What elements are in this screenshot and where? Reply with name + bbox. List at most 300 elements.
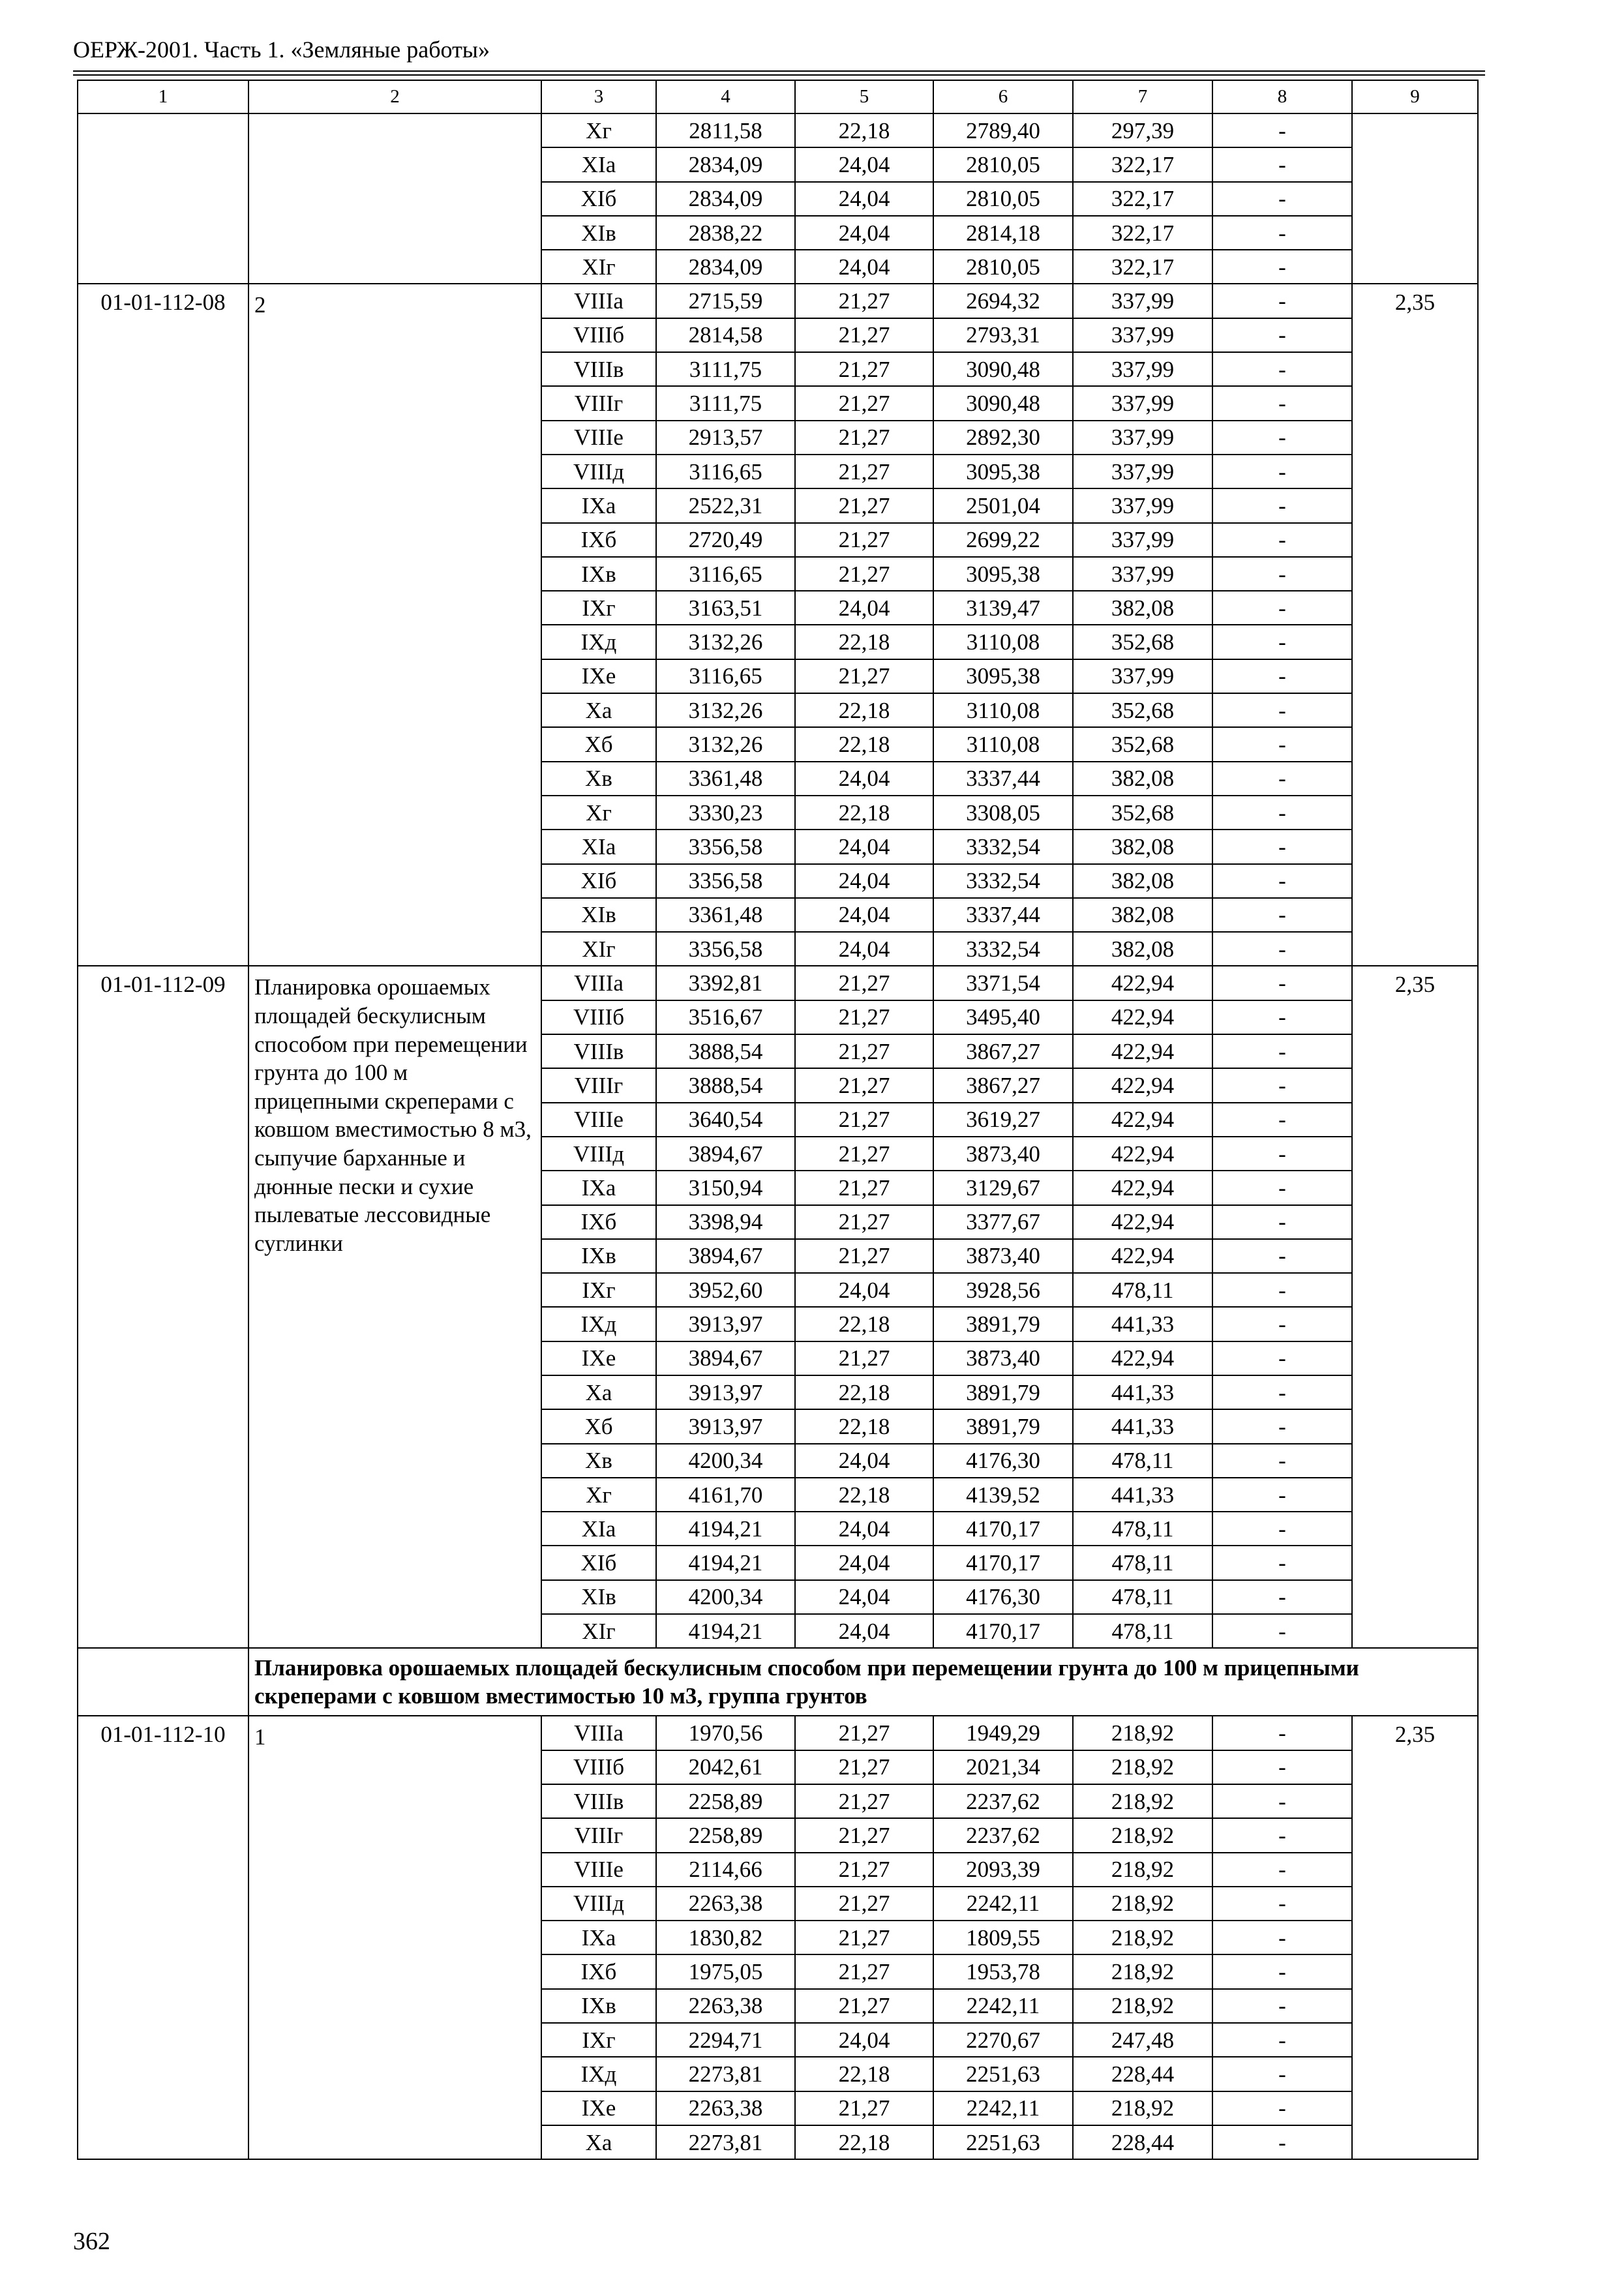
soil-group-cell: XIг <box>541 250 656 284</box>
machinist-wages-cell: 422,94 <box>1073 1239 1212 1273</box>
soil-group-cell: VIIIд <box>541 455 656 488</box>
labor-wages-cell: 21,27 <box>795 1103 933 1137</box>
machine-cost-cell: 3110,08 <box>933 693 1073 727</box>
soil-group-cell: VIIIе <box>541 1103 656 1137</box>
materials-cost-cell: - <box>1212 727 1352 761</box>
total-cost-cell: 1830,82 <box>656 1921 795 1954</box>
soil-group-cell: VIIIг <box>541 386 656 420</box>
labor-wages-cell: 24,04 <box>795 932 933 966</box>
machine-cost-cell: 4170,17 <box>933 1614 1073 1648</box>
total-cost-cell: 3111,75 <box>656 352 795 386</box>
code-cell: 01-01-112-09 <box>78 966 248 1648</box>
total-cost-cell: 4161,70 <box>656 1478 795 1512</box>
total-cost-cell: 2834,09 <box>656 182 795 216</box>
total-cost-cell: 3516,67 <box>656 1000 795 1034</box>
machinist-wages-cell: 228,44 <box>1073 2125 1212 2159</box>
materials-cost-cell: - <box>1212 182 1352 216</box>
description-cell: 2 <box>248 284 541 966</box>
materials-cost-cell: - <box>1212 1239 1352 1273</box>
materials-cost-cell: - <box>1212 1750 1352 1784</box>
machinist-wages-cell: 382,08 <box>1073 762 1212 796</box>
machinist-wages-cell: 478,11 <box>1073 1580 1212 1614</box>
coefficient-cell: 2,35 <box>1352 966 1478 1648</box>
machinist-wages-cell: 441,33 <box>1073 1375 1212 1409</box>
machine-cost-cell: 3495,40 <box>933 1000 1073 1034</box>
labor-wages-cell: 24,04 <box>795 2023 933 2057</box>
soil-group-cell: VIIIе <box>541 421 656 455</box>
machinist-wages-cell: 352,68 <box>1073 693 1212 727</box>
materials-cost-cell: - <box>1212 1444 1352 1478</box>
soil-group-cell: VIIIа <box>541 1716 656 1750</box>
soil-group-cell: Xг <box>541 1478 656 1512</box>
materials-cost-cell: - <box>1212 1546 1352 1579</box>
code-cell: 01-01-112-08 <box>78 284 248 966</box>
materials-cost-cell: - <box>1212 1784 1352 1818</box>
materials-cost-cell: - <box>1212 1716 1352 1750</box>
machine-cost-cell: 3891,79 <box>933 1375 1073 1409</box>
machine-cost-cell: 3332,54 <box>933 864 1073 898</box>
total-cost-cell: 2834,09 <box>656 147 795 181</box>
machine-cost-cell: 4170,17 <box>933 1512 1073 1546</box>
materials-cost-cell: - <box>1212 796 1352 830</box>
soil-group-cell: IXб <box>541 1205 656 1239</box>
machine-cost-cell: 3891,79 <box>933 1307 1073 1341</box>
labor-wages-cell: 22,18 <box>795 1478 933 1512</box>
machinist-wages-cell: 322,17 <box>1073 147 1212 181</box>
machine-cost-cell: 3891,79 <box>933 1409 1073 1443</box>
labor-wages-cell: 24,04 <box>795 1546 933 1579</box>
total-cost-cell: 2913,57 <box>656 421 795 455</box>
soil-group-cell: XIв <box>541 1580 656 1614</box>
machine-cost-cell: 3090,48 <box>933 386 1073 420</box>
total-cost-cell: 3132,26 <box>656 693 795 727</box>
labor-wages-cell: 24,04 <box>795 216 933 250</box>
materials-cost-cell: - <box>1212 1409 1352 1443</box>
machinist-wages-cell: 382,08 <box>1073 898 1212 932</box>
labor-wages-cell: 21,27 <box>795 1921 933 1954</box>
total-cost-cell: 3640,54 <box>656 1103 795 1137</box>
soil-group-cell: IXб <box>541 1954 656 1988</box>
machine-cost-cell: 2810,05 <box>933 250 1073 284</box>
machine-cost-cell: 3867,27 <box>933 1034 1073 1068</box>
machinist-wages-cell: 322,17 <box>1073 250 1212 284</box>
total-cost-cell: 2258,89 <box>656 1818 795 1852</box>
machinist-wages-cell: 337,99 <box>1073 284 1212 318</box>
machinist-wages-cell: 422,94 <box>1073 1000 1212 1034</box>
total-cost-cell: 2263,38 <box>656 1887 795 1921</box>
total-cost-cell: 3913,97 <box>656 1409 795 1443</box>
soil-group-cell: IXв <box>541 557 656 591</box>
total-cost-cell: 3132,26 <box>656 727 795 761</box>
labor-wages-cell: 21,27 <box>795 1000 933 1034</box>
labor-wages-cell: 21,27 <box>795 1818 933 1852</box>
materials-cost-cell: - <box>1212 2091 1352 2125</box>
labor-wages-cell: 24,04 <box>795 182 933 216</box>
labor-wages-cell: 24,04 <box>795 1614 933 1648</box>
labor-wages-cell: 22,18 <box>795 727 933 761</box>
machinist-wages-cell: 478,11 <box>1073 1546 1212 1579</box>
materials-cost-cell: - <box>1212 1853 1352 1887</box>
section-title: Планировка орошаемых площадей бескулисным способом при перемещении грунта до 100 м прицепными скреперами с ковшом вместимостью 10 м3, группа грунтов <box>248 1648 1478 1716</box>
labor-wages-cell: 24,04 <box>795 250 933 284</box>
labor-wages-cell: 21,27 <box>795 284 933 318</box>
labor-wages-cell: 21,27 <box>795 318 933 352</box>
machine-cost-cell: 1809,55 <box>933 1921 1073 1954</box>
total-cost-cell: 3361,48 <box>656 898 795 932</box>
soil-group-cell: Xв <box>541 762 656 796</box>
machine-cost-cell: 3619,27 <box>933 1103 1073 1137</box>
machinist-wages-cell: 422,94 <box>1073 1137 1212 1171</box>
soil-group-cell: VIIIв <box>541 1784 656 1818</box>
machinist-wages-cell: 422,94 <box>1073 1034 1212 1068</box>
soil-group-cell: VIIIа <box>541 966 656 1000</box>
materials-cost-cell: - <box>1212 455 1352 488</box>
column-number-cell: 5 <box>795 80 933 113</box>
total-cost-cell: 3132,26 <box>656 625 795 659</box>
labor-wages-cell: 21,27 <box>795 1716 933 1750</box>
soil-group-cell: IXв <box>541 1239 656 1273</box>
materials-cost-cell: - <box>1212 250 1352 284</box>
machine-cost-cell: 2237,62 <box>933 1784 1073 1818</box>
machine-cost-cell: 1949,29 <box>933 1716 1073 1750</box>
machinist-wages-cell: 337,99 <box>1073 386 1212 420</box>
soil-group-cell: XIг <box>541 932 656 966</box>
total-cost-cell: 2715,59 <box>656 284 795 318</box>
section-code-cell <box>78 1648 248 1716</box>
total-cost-cell: 3888,54 <box>656 1068 795 1102</box>
soil-group-cell: XIв <box>541 898 656 932</box>
total-cost-cell: 3888,54 <box>656 1034 795 1068</box>
materials-cost-cell: - <box>1212 1887 1352 1921</box>
materials-cost-cell: - <box>1212 1000 1352 1034</box>
machine-cost-cell: 2694,32 <box>933 284 1073 318</box>
soil-group-cell: XIа <box>541 1512 656 1546</box>
total-cost-cell: 2838,22 <box>656 216 795 250</box>
labor-wages-cell: 22,18 <box>795 796 933 830</box>
labor-wages-cell: 24,04 <box>795 864 933 898</box>
soil-group-cell: IXд <box>541 2057 656 2091</box>
materials-cost-cell: - <box>1212 864 1352 898</box>
labor-wages-cell: 22,18 <box>795 1409 933 1443</box>
labor-wages-cell: 22,18 <box>795 2057 933 2091</box>
labor-wages-cell: 21,27 <box>795 1989 933 2023</box>
machinist-wages-cell: 478,11 <box>1073 1512 1212 1546</box>
total-cost-cell: 2834,09 <box>656 250 795 284</box>
norms-table <box>77 80 1479 2160</box>
total-cost-cell: 2258,89 <box>656 1784 795 1818</box>
soil-group-cell: Xа <box>541 1375 656 1409</box>
materials-cost-cell: - <box>1212 1307 1352 1341</box>
machine-cost-cell: 2242,11 <box>933 1887 1073 1921</box>
materials-cost-cell: - <box>1212 386 1352 420</box>
materials-cost-cell: - <box>1212 1034 1352 1068</box>
soil-group-cell: VIIIв <box>541 352 656 386</box>
document-header: ОЕРЖ-2001. Часть 1. «Земляные работы» <box>73 37 490 63</box>
machine-cost-cell: 1953,78 <box>933 1954 1073 1988</box>
description-cell: 1 <box>248 1716 541 2159</box>
total-cost-cell: 3894,67 <box>656 1239 795 1273</box>
table-row <box>78 1716 1478 1750</box>
machinist-wages-cell: 337,99 <box>1073 557 1212 591</box>
machine-cost-cell: 2789,40 <box>933 113 1073 147</box>
soil-group-cell: IXг <box>541 1273 656 1307</box>
soil-group-cell: VIIIб <box>541 318 656 352</box>
materials-cost-cell: - <box>1212 693 1352 727</box>
machine-cost-cell: 3129,67 <box>933 1171 1073 1204</box>
header-rule-bottom <box>73 74 1485 76</box>
materials-cost-cell: - <box>1212 659 1352 693</box>
soil-group-cell: IXа <box>541 1921 656 1954</box>
labor-wages-cell: 21,27 <box>795 1784 933 1818</box>
section-title-row <box>78 1648 1478 1716</box>
soil-group-cell: Xа <box>541 693 656 727</box>
machine-cost-cell: 2793,31 <box>933 318 1073 352</box>
machine-cost-cell: 2093,39 <box>933 1853 1073 1887</box>
total-cost-cell: 3356,58 <box>656 830 795 863</box>
materials-cost-cell: - <box>1212 1205 1352 1239</box>
labor-wages-cell: 21,27 <box>795 1205 933 1239</box>
coefficient-cell <box>1352 113 1478 284</box>
total-cost-cell: 3356,58 <box>656 864 795 898</box>
soil-group-cell: IXд <box>541 625 656 659</box>
machine-cost-cell: 3928,56 <box>933 1273 1073 1307</box>
total-cost-cell: 3163,51 <box>656 591 795 625</box>
code-cell: 01-01-112-10 <box>78 1716 248 2159</box>
total-cost-cell: 3116,65 <box>656 557 795 591</box>
materials-cost-cell: - <box>1212 1478 1352 1512</box>
machinist-wages-cell: 337,99 <box>1073 421 1212 455</box>
materials-cost-cell: - <box>1212 1921 1352 1954</box>
total-cost-cell: 3116,65 <box>656 455 795 488</box>
machinist-wages-cell: 322,17 <box>1073 216 1212 250</box>
soil-group-cell: Xв <box>541 1444 656 1478</box>
total-cost-cell: 2273,81 <box>656 2125 795 2159</box>
machine-cost-cell: 3867,27 <box>933 1068 1073 1102</box>
materials-cost-cell: - <box>1212 1375 1352 1409</box>
machinist-wages-cell: 337,99 <box>1073 523 1212 557</box>
total-cost-cell: 3398,94 <box>656 1205 795 1239</box>
column-number-cell: 6 <box>933 80 1073 113</box>
machine-cost-cell: 3308,05 <box>933 796 1073 830</box>
soil-group-cell: VIIIг <box>541 1818 656 1852</box>
soil-group-cell: IXд <box>541 1307 656 1341</box>
machine-cost-cell: 4176,30 <box>933 1580 1073 1614</box>
machine-cost-cell: 2021,34 <box>933 1750 1073 1784</box>
materials-cost-cell: - <box>1212 966 1352 1000</box>
total-cost-cell: 3116,65 <box>656 659 795 693</box>
description-cell <box>248 113 541 284</box>
materials-cost-cell: - <box>1212 1341 1352 1375</box>
machinist-wages-cell: 337,99 <box>1073 318 1212 352</box>
total-cost-cell: 4200,34 <box>656 1444 795 1478</box>
machine-cost-cell: 3377,67 <box>933 1205 1073 1239</box>
machine-cost-cell: 3337,44 <box>933 898 1073 932</box>
materials-cost-cell: - <box>1212 318 1352 352</box>
total-cost-cell: 1970,56 <box>656 1716 795 1750</box>
soil-group-cell: VIIIд <box>541 1887 656 1921</box>
labor-wages-cell: 21,27 <box>795 1887 933 1921</box>
coefficient-cell: 2,35 <box>1352 284 1478 966</box>
total-cost-cell: 3356,58 <box>656 932 795 966</box>
total-cost-cell: 3330,23 <box>656 796 795 830</box>
machinist-wages-cell: 218,92 <box>1073 1887 1212 1921</box>
soil-group-cell: XIб <box>541 182 656 216</box>
machine-cost-cell: 3090,48 <box>933 352 1073 386</box>
materials-cost-cell: - <box>1212 898 1352 932</box>
machine-cost-cell: 3095,38 <box>933 455 1073 488</box>
soil-group-cell: IXа <box>541 488 656 522</box>
soil-group-cell: Xа <box>541 2125 656 2159</box>
labor-wages-cell: 21,27 <box>795 523 933 557</box>
machinist-wages-cell: 218,92 <box>1073 1853 1212 1887</box>
machinist-wages-cell: 382,08 <box>1073 932 1212 966</box>
labor-wages-cell: 21,27 <box>795 2091 933 2125</box>
total-cost-cell: 2263,38 <box>656 2091 795 2125</box>
total-cost-cell: 2811,58 <box>656 113 795 147</box>
machinist-wages-cell: 228,44 <box>1073 2057 1212 2091</box>
materials-cost-cell: - <box>1212 1103 1352 1137</box>
machine-cost-cell: 3139,47 <box>933 591 1073 625</box>
machinist-wages-cell: 337,99 <box>1073 488 1212 522</box>
machinist-wages-cell: 422,94 <box>1073 1068 1212 1102</box>
machine-cost-cell: 2237,62 <box>933 1818 1073 1852</box>
labor-wages-cell: 24,04 <box>795 147 933 181</box>
soil-group-cell: XIг <box>541 1614 656 1648</box>
column-number-cell: 9 <box>1352 80 1478 113</box>
soil-group-cell: Xг <box>541 796 656 830</box>
materials-cost-cell: - <box>1212 488 1352 522</box>
total-cost-cell: 2263,38 <box>656 1989 795 2023</box>
soil-group-cell: IXе <box>541 2091 656 2125</box>
machinist-wages-cell: 382,08 <box>1073 830 1212 863</box>
machine-cost-cell: 3110,08 <box>933 625 1073 659</box>
description-cell: Планировка орошаемых площадей бескулисным способом при перемещении грунта до 100 м прицепными скреперами с ковшом вместимостью 8 м3, сыпучие барханные и дюнные пески и сухие пылеватые лессовидные суглинки <box>248 966 541 1648</box>
materials-cost-cell: - <box>1212 1989 1352 2023</box>
materials-cost-cell: - <box>1212 1137 1352 1171</box>
machinist-wages-cell: 441,33 <box>1073 1409 1212 1443</box>
soil-group-cell: IXа <box>541 1171 656 1204</box>
labor-wages-cell: 21,27 <box>795 352 933 386</box>
labor-wages-cell: 22,18 <box>795 693 933 727</box>
labor-wages-cell: 21,27 <box>795 488 933 522</box>
code-cell <box>78 113 248 284</box>
machinist-wages-cell: 382,08 <box>1073 591 1212 625</box>
header-rule-top <box>73 70 1485 72</box>
soil-group-cell: VIIIб <box>541 1000 656 1034</box>
labor-wages-cell: 24,04 <box>795 1512 933 1546</box>
labor-wages-cell: 22,18 <box>795 1375 933 1409</box>
soil-group-cell: IXг <box>541 591 656 625</box>
machine-cost-cell: 3873,40 <box>933 1137 1073 1171</box>
total-cost-cell: 3913,97 <box>656 1307 795 1341</box>
materials-cost-cell: - <box>1212 1818 1352 1852</box>
labor-wages-cell: 24,04 <box>795 762 933 796</box>
materials-cost-cell: - <box>1212 352 1352 386</box>
machine-cost-cell: 2251,63 <box>933 2057 1073 2091</box>
total-cost-cell: 3150,94 <box>656 1171 795 1204</box>
machinist-wages-cell: 247,48 <box>1073 2023 1212 2057</box>
machinist-wages-cell: 218,92 <box>1073 1750 1212 1784</box>
machine-cost-cell: 3332,54 <box>933 830 1073 863</box>
labor-wages-cell: 22,18 <box>795 625 933 659</box>
machinist-wages-cell: 218,92 <box>1073 1921 1212 1954</box>
total-cost-cell: 3952,60 <box>656 1273 795 1307</box>
total-cost-cell: 3361,48 <box>656 762 795 796</box>
materials-cost-cell: - <box>1212 2125 1352 2159</box>
machine-cost-cell: 2699,22 <box>933 523 1073 557</box>
machine-cost-cell: 3371,54 <box>933 966 1073 1000</box>
soil-group-cell: Xб <box>541 727 656 761</box>
machine-cost-cell: 3873,40 <box>933 1341 1073 1375</box>
materials-cost-cell: - <box>1212 762 1352 796</box>
labor-wages-cell: 22,18 <box>795 113 933 147</box>
labor-wages-cell: 24,04 <box>795 1444 933 1478</box>
total-cost-cell: 2814,58 <box>656 318 795 352</box>
soil-group-cell: XIв <box>541 216 656 250</box>
materials-cost-cell: - <box>1212 591 1352 625</box>
column-numbers-row <box>78 80 1478 113</box>
machinist-wages-cell: 352,68 <box>1073 727 1212 761</box>
soil-group-cell: IXе <box>541 1341 656 1375</box>
machinist-wages-cell: 218,92 <box>1073 1716 1212 1750</box>
column-number-cell: 7 <box>1073 80 1212 113</box>
labor-wages-cell: 22,18 <box>795 1307 933 1341</box>
labor-wages-cell: 24,04 <box>795 1580 933 1614</box>
soil-group-cell: XIа <box>541 830 656 863</box>
machine-cost-cell: 2810,05 <box>933 182 1073 216</box>
column-number-cell: 2 <box>248 80 541 113</box>
total-cost-cell: 4194,21 <box>656 1512 795 1546</box>
table-row <box>78 113 1478 147</box>
soil-group-cell: IXв <box>541 1989 656 2023</box>
materials-cost-cell: - <box>1212 932 1352 966</box>
soil-group-cell: VIIIа <box>541 284 656 318</box>
machinist-wages-cell: 478,11 <box>1073 1444 1212 1478</box>
materials-cost-cell: - <box>1212 216 1352 250</box>
labor-wages-cell: 21,27 <box>795 421 933 455</box>
page-number: 362 <box>73 2228 110 2255</box>
materials-cost-cell: - <box>1212 2057 1352 2091</box>
materials-cost-cell: - <box>1212 147 1352 181</box>
machine-cost-cell: 2242,11 <box>933 2091 1073 2125</box>
total-cost-cell: 2522,31 <box>656 488 795 522</box>
soil-group-cell: VIIIг <box>541 1068 656 1102</box>
machinist-wages-cell: 382,08 <box>1073 864 1212 898</box>
machinist-wages-cell: 422,94 <box>1073 1103 1212 1137</box>
total-cost-cell: 2042,61 <box>656 1750 795 1784</box>
labor-wages-cell: 21,27 <box>795 659 933 693</box>
machinist-wages-cell: 478,11 <box>1073 1273 1212 1307</box>
column-number-cell: 4 <box>656 80 795 113</box>
soil-group-cell: VIIIд <box>541 1137 656 1171</box>
total-cost-cell: 3913,97 <box>656 1375 795 1409</box>
labor-wages-cell: 21,27 <box>795 1137 933 1171</box>
machinist-wages-cell: 218,92 <box>1073 1954 1212 1988</box>
machine-cost-cell: 2814,18 <box>933 216 1073 250</box>
total-cost-cell: 3392,81 <box>656 966 795 1000</box>
total-cost-cell: 2720,49 <box>656 523 795 557</box>
machinist-wages-cell: 422,94 <box>1073 1205 1212 1239</box>
machine-cost-cell: 2270,67 <box>933 2023 1073 2057</box>
coefficient-cell: 2,35 <box>1352 1716 1478 2159</box>
machinist-wages-cell: 441,33 <box>1073 1478 1212 1512</box>
labor-wages-cell: 21,27 <box>795 455 933 488</box>
materials-cost-cell: - <box>1212 1580 1352 1614</box>
total-cost-cell: 4200,34 <box>656 1580 795 1614</box>
total-cost-cell: 2273,81 <box>656 2057 795 2091</box>
labor-wages-cell: 22,18 <box>795 2125 933 2159</box>
column-number-cell: 8 <box>1212 80 1352 113</box>
